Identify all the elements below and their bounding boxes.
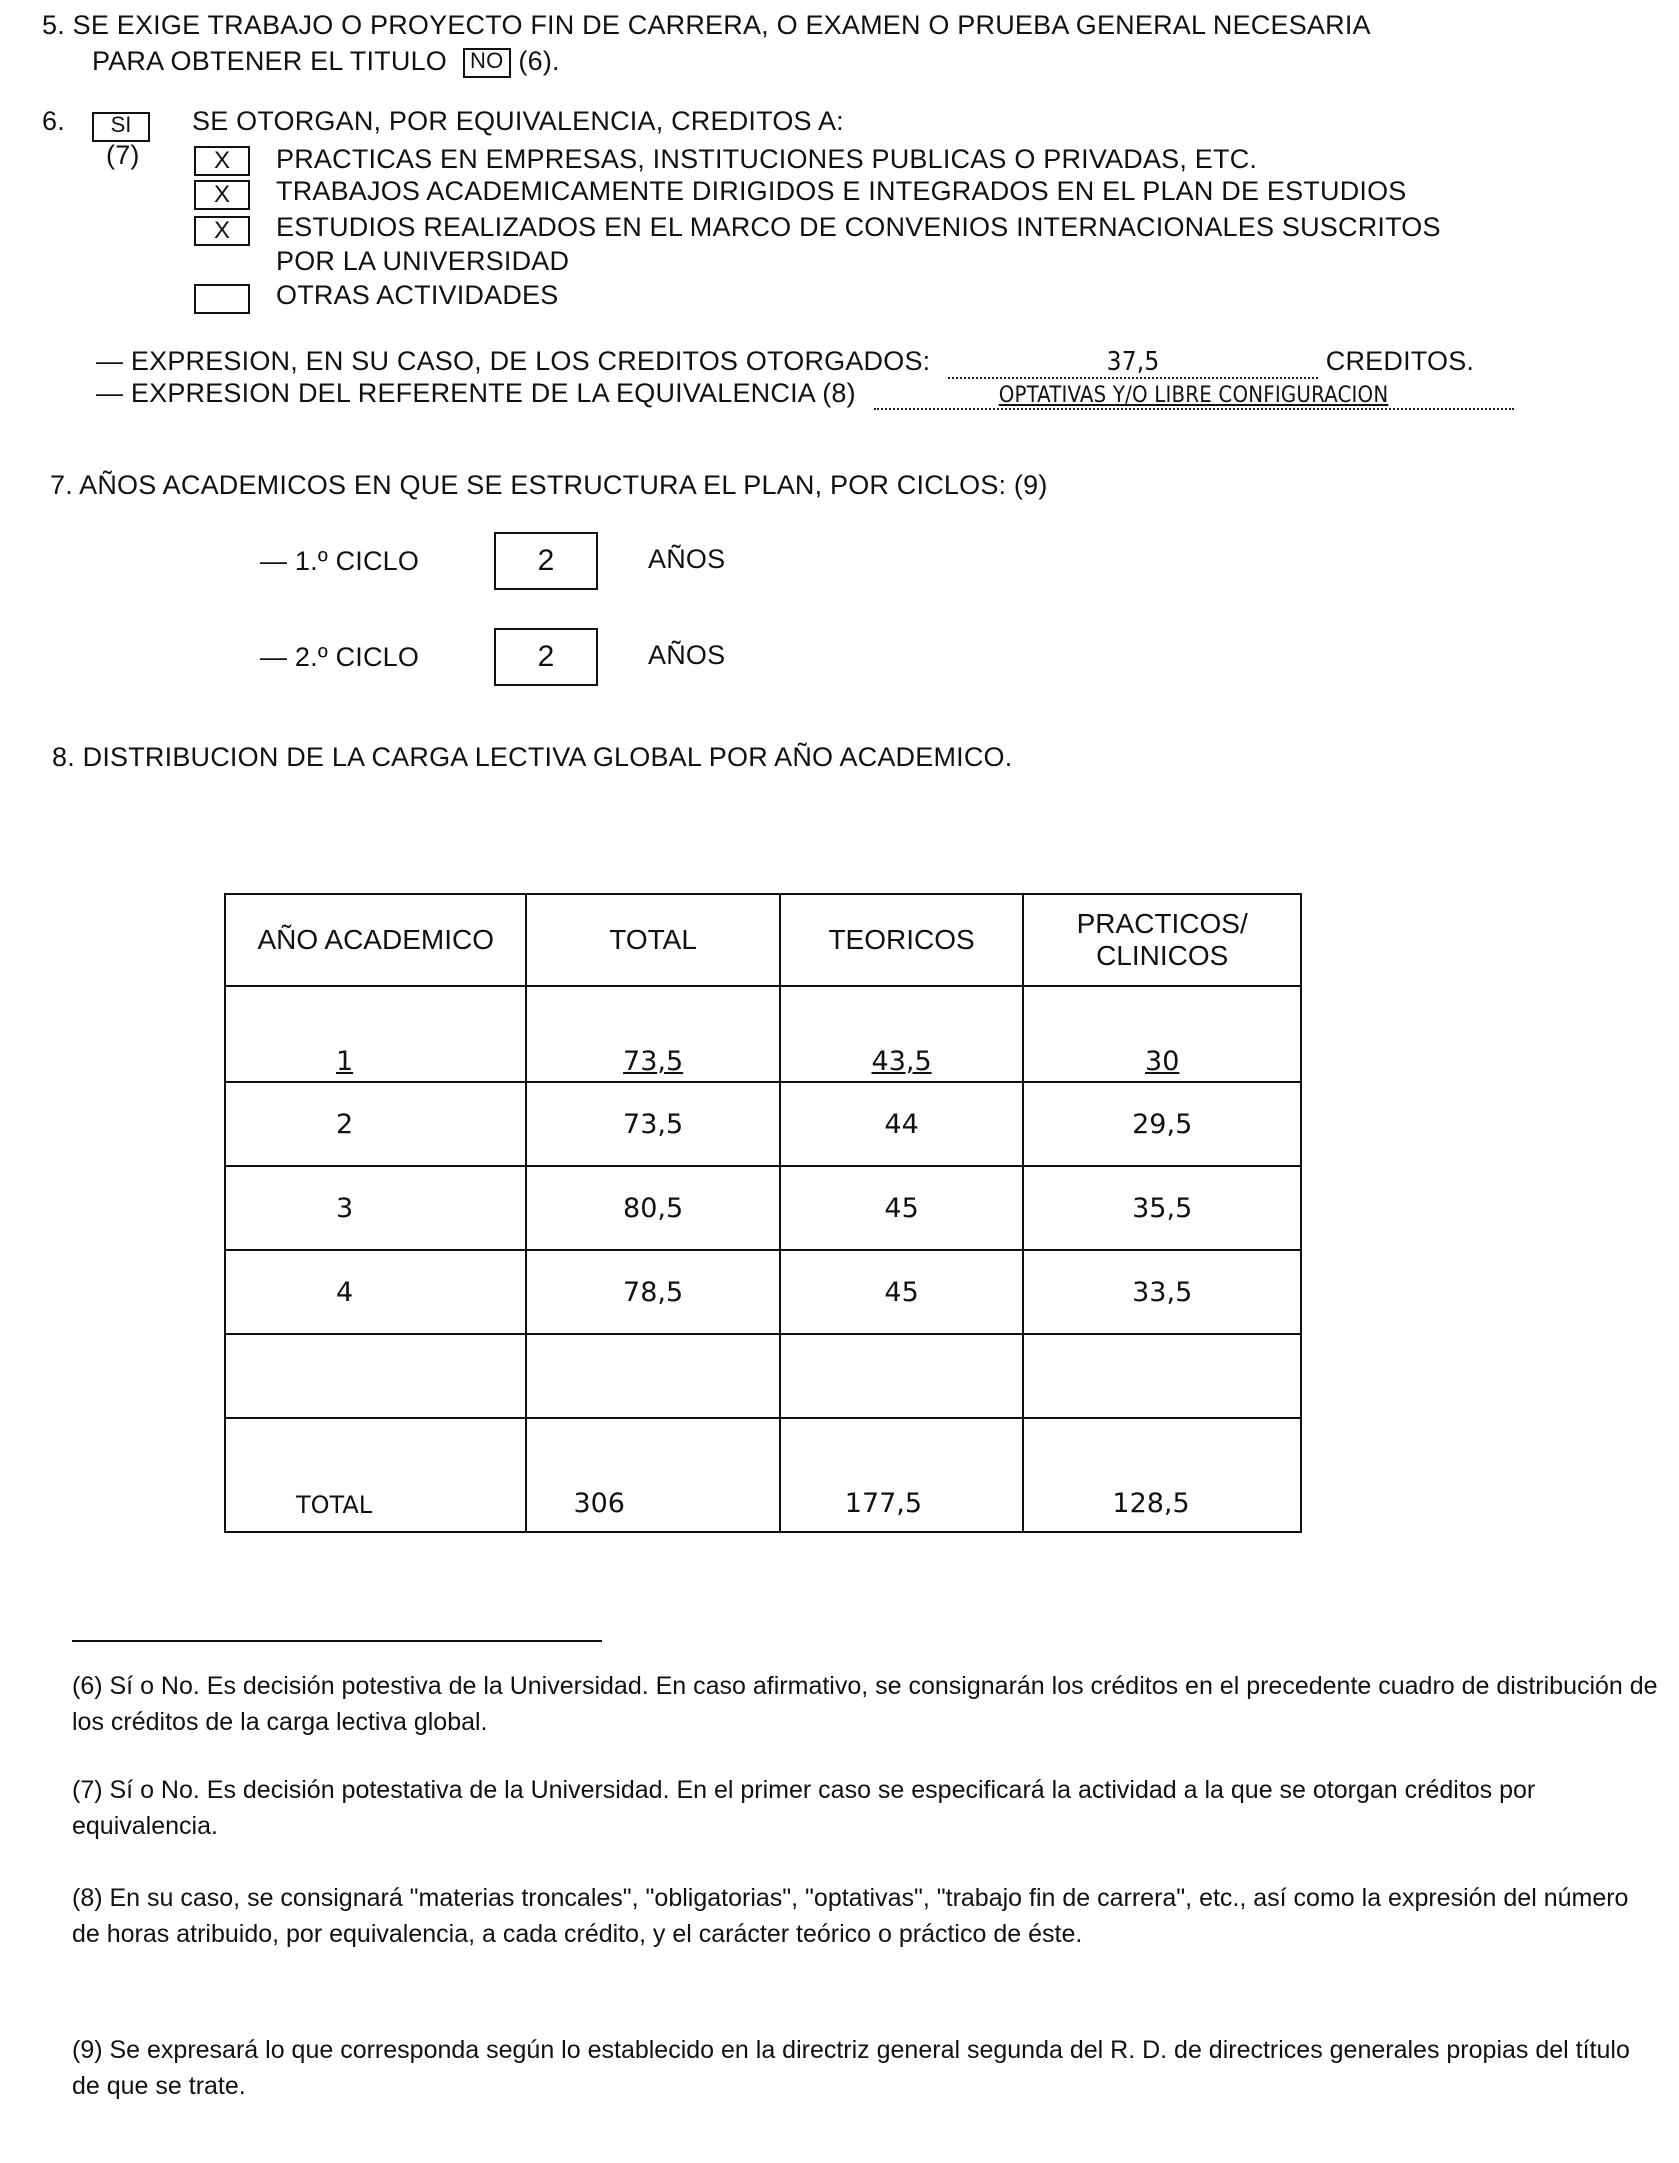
carga-lectiva-table bbox=[224, 893, 1302, 1533]
section-7-heading: 7. AÑOS ACADEMICOS EN QUE SE ESTRUCTURA EL PLAN, POR CICLOS: (9) bbox=[50, 470, 1048, 500]
ciclo-2-unit: AÑOS bbox=[648, 640, 726, 670]
table-total-row bbox=[225, 1418, 1301, 1532]
cell-total-teoricos: 177,5 bbox=[780, 1418, 1024, 1532]
ciclo-1-label: — 1.º CICLO bbox=[260, 546, 420, 576]
footnote-9: (9) Se expresará lo que corresponda según lo establecido en la directriz general segunda del R. D. de directrices generales propias del título de que se trate. bbox=[72, 2036, 1630, 2100]
cell-teoricos: 44 bbox=[780, 1082, 1024, 1166]
cell-year: 2 bbox=[225, 1082, 526, 1166]
header-ano-academico: AÑO ACADEMICO bbox=[225, 894, 526, 986]
checkbox-estudios: X bbox=[194, 216, 250, 246]
footnote-8: (8) En su caso, se consignará "materias troncales", "obligatorias", "optativas", "trabajo fin de carrera", etc., así como la expresión del número de horas atribuido, por equivalencia, a cada crédito, y el carácter teórico o práctico de éste. bbox=[72, 1884, 1629, 1948]
creditos-otorgados-line bbox=[96, 346, 1474, 379]
ciclo-2-box: 2 bbox=[494, 628, 598, 686]
cell-total bbox=[526, 1334, 779, 1418]
cell-practicos: 35,5 bbox=[1023, 1166, 1301, 1250]
cell-year: 3 bbox=[225, 1166, 526, 1250]
titulo-answer-box: NO bbox=[463, 48, 511, 78]
footnote-6: (6) Sí o No. Es decisión potestiva de la Universidad. En caso afirmativo, se consignarán los créditos en el precedente cuadro de distribución de los créditos de la carga lectiva global. bbox=[72, 1672, 1658, 1736]
section-5-line2-prefix: PARA OBTENER EL TITULO bbox=[92, 46, 447, 76]
cell-practicos: 33,5 bbox=[1023, 1250, 1301, 1334]
creditos-suffix: CREDITOS. bbox=[1325, 346, 1475, 376]
cell-teoricos bbox=[780, 1334, 1024, 1418]
table-row bbox=[225, 1250, 1301, 1334]
section-8-heading: 8. DISTRIBUCION DE LA CARGA LECTIVA GLOBAL POR AÑO ACADEMICO. bbox=[52, 742, 1013, 772]
header-practicos-line1: PRACTICOS/ bbox=[1076, 908, 1248, 939]
item-practicas: PRACTICAS EN EMPRESAS, INSTITUCIONES PUBLICAS O PRIVADAS, ETC. bbox=[276, 144, 1258, 174]
creditos-otorgados-value: 37,5 bbox=[948, 347, 1318, 379]
table-row bbox=[225, 1082, 1301, 1166]
item-estudios: ESTUDIOS REALIZADOS EN EL MARCO DE CONVENIOS INTERNACIONALES SUSCRITOS bbox=[276, 212, 1441, 242]
referente-value: OPTATIVAS Y/O LIBRE CONFIGURACION bbox=[874, 383, 1514, 410]
creditos-otorgados-label: — EXPRESION, EN SU CASO, DE LOS CREDITOS OTORGADOS: bbox=[96, 346, 931, 376]
referente-line bbox=[96, 378, 1514, 410]
header-practicos-line2: CLINICOS bbox=[1096, 940, 1229, 971]
cell-total-label: TOTAL bbox=[225, 1418, 526, 1532]
cell-total: 78,5 bbox=[526, 1250, 779, 1334]
table-header-row bbox=[225, 894, 1301, 986]
table-row bbox=[225, 1166, 1301, 1250]
cell-total: 80,5 bbox=[526, 1166, 779, 1250]
table-row bbox=[225, 986, 1301, 1082]
footnote-separator bbox=[72, 1640, 602, 1642]
referente-label: — EXPRESION DEL REFERENTE DE LA EQUIVALENCIA (8) bbox=[96, 378, 856, 408]
section-5 bbox=[42, 10, 1371, 41]
footnote-7: (7) Sí o No. Es decisión potestativa de la Universidad. En el primer caso se especificará la actividad a la que se otorgan créditos por equivalencia. bbox=[72, 1776, 1536, 1840]
checkbox-practicas: X bbox=[194, 146, 250, 176]
section-5-line2 bbox=[92, 46, 560, 78]
header-total: TOTAL bbox=[526, 894, 779, 986]
cell-year: 4 bbox=[225, 1250, 526, 1334]
cell-practicos: 30 bbox=[1023, 986, 1301, 1082]
equivalencia-answer-box: SI bbox=[92, 112, 150, 142]
cell-total-practicos: 128,5 bbox=[1023, 1418, 1301, 1532]
ciclo-1-box: 2 bbox=[494, 532, 598, 590]
cell-teoricos: 45 bbox=[780, 1250, 1024, 1334]
section-6-heading: SE OTORGAN, POR EQUIVALENCIA, CREDITOS A: bbox=[192, 106, 844, 136]
cell-teoricos: 45 bbox=[780, 1166, 1024, 1250]
cell-year bbox=[225, 1334, 526, 1418]
ciclo-1-unit: AÑOS bbox=[648, 544, 726, 574]
section-6-number: 6. bbox=[42, 106, 65, 136]
item-trabajos: TRABAJOS ACADEMICAMENTE DIRIGIDOS E INTEGRADOS EN EL PLAN DE ESTUDIOS bbox=[276, 176, 1407, 206]
checkbox-trabajos: X bbox=[194, 180, 250, 210]
cell-total: 73,5 bbox=[526, 1082, 779, 1166]
section-5-line1: SE EXIGE TRABAJO O PROYECTO FIN DE CARRERA, O EXAMEN O PRUEBA GENERAL NECESARIA bbox=[72, 10, 1371, 40]
cell-total: 73,5 bbox=[526, 986, 779, 1082]
header-practicos bbox=[1023, 894, 1301, 986]
section-5-number: 5. bbox=[42, 10, 65, 40]
item-otras: OTRAS ACTIVIDADES bbox=[276, 280, 559, 310]
section-5-note-ref: (6). bbox=[518, 46, 560, 76]
section-6-note-ref: (7) bbox=[106, 140, 140, 170]
item-estudios-cont: POR LA UNIVERSIDAD bbox=[276, 246, 570, 276]
cell-practicos bbox=[1023, 1334, 1301, 1418]
cell-teoricos: 43,5 bbox=[780, 986, 1024, 1082]
checkbox-otras bbox=[194, 284, 250, 314]
cell-total-total: 306 bbox=[526, 1418, 779, 1532]
ciclo-2-label: — 2.º CICLO bbox=[260, 642, 420, 672]
cell-year: 1 bbox=[225, 986, 526, 1082]
cell-practicos: 29,5 bbox=[1023, 1082, 1301, 1166]
table-row-empty bbox=[225, 1334, 1301, 1418]
header-teoricos: TEORICOS bbox=[780, 894, 1024, 986]
